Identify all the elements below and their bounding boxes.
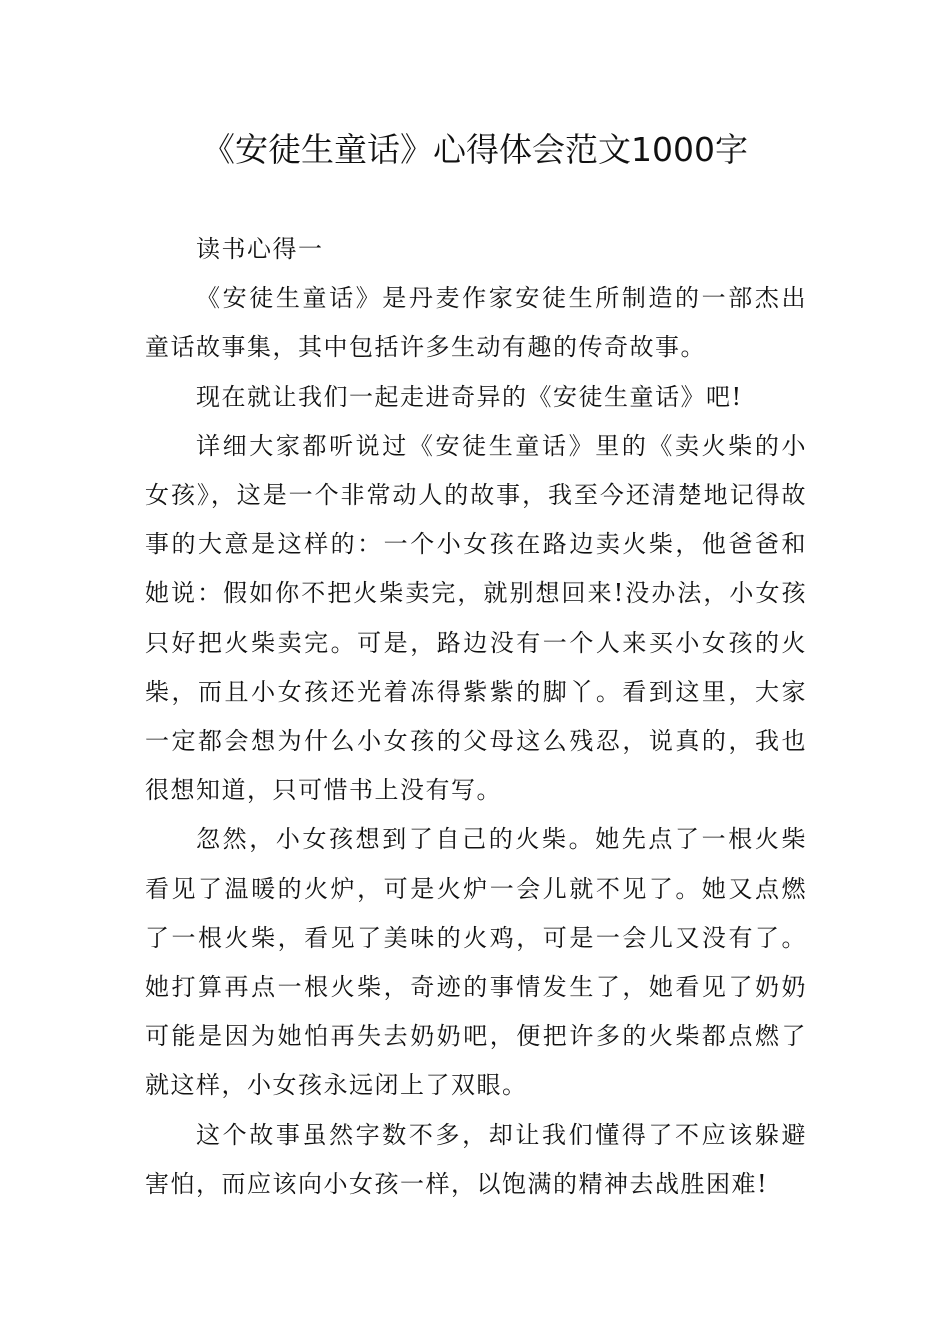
paragraph: 《安徒生童话》是丹麦作家安徒生所制造的一部杰出童话故事集，其中包括许多生动有趣的传奇故事。 bbox=[145, 284, 807, 362]
paragraph: 现在就让我们一起走进奇异的《安徒生童话》吧! bbox=[196, 382, 743, 411]
paragraph: 忽然，小女孩想到了自己的火柴。她先点了一根火柴看见了温暖的火炉，可是火炉一会儿就不见了。她又点燃了一根火柴，看见了美味的火鸡，可是一会儿又没有了。她打算再点一根火柴，奇迹的事情发生了，她看见了奶奶可能是因为她怕再失去奶奶吧，便把许多的火柴都点燃了就这样，小女孩永远闭上了双眼。 bbox=[145, 825, 807, 1100]
paragraph: 详细大家都听说过《安徒生童话》里的《卖火柴的小女孩》，这是一个非常动人的故事，我至今还清楚地记得故事的大意是这样的：一个小女孩在路边卖火柴，他爸爸和她说：假如你不把火柴卖完，就别想回来!没办法，小女孩只好把火柴卖完。可是，路边没有一个人来买小女孩的火柴，而且小女孩还光着冻得紫紫的脚丫。看到这里，大家一定都会想为什么小女孩的父母这么残忍，说真的，我也很想知道，只可惜书上没有写。 bbox=[145, 431, 807, 805]
paragraph-heading: 读书心得一 bbox=[196, 235, 324, 263]
paragraph: 这个故事虽然字数不多，却让我们懂得了不应该躲避害怕，而应该向小女孩一样，以饱满的精神去战胜困难! bbox=[145, 1120, 807, 1198]
document-title: 《安徒生童话》心得体会范文1000字 bbox=[202, 130, 748, 169]
document-body bbox=[145, 225, 807, 1209]
